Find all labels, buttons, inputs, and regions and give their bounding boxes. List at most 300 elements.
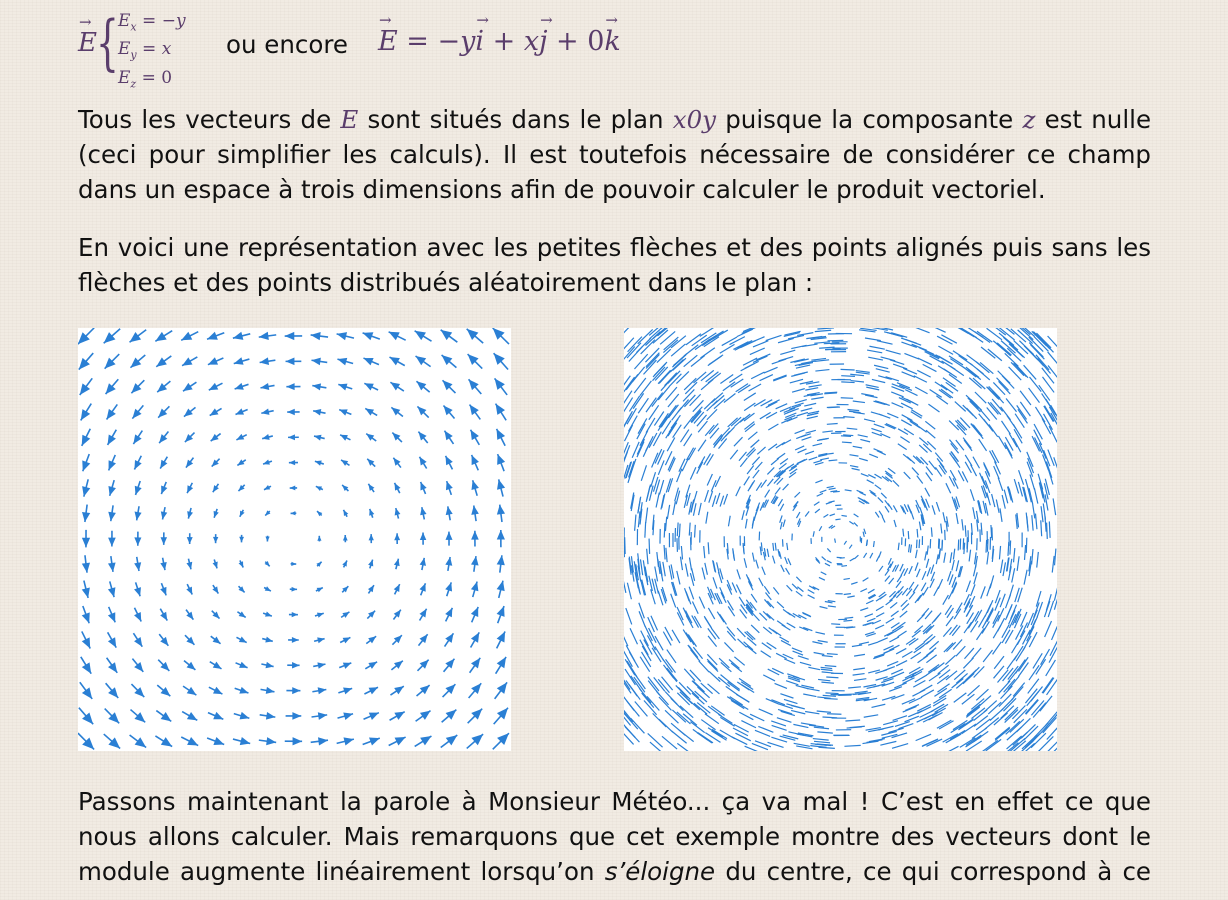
streamline-dash: [921, 583, 926, 591]
streamline-dash: [909, 544, 910, 552]
streamline-dash: [917, 370, 930, 377]
streamline-dash: [797, 587, 803, 592]
streamline-dash: [885, 576, 890, 582]
streamline-dash: [932, 615, 939, 624]
streamline-dash: [886, 600, 893, 605]
streamline-dash: [910, 421, 920, 428]
streamline-dash: [970, 489, 974, 501]
streamline-dash: [763, 675, 775, 681]
streamline-dash: [814, 652, 825, 654]
streamline-dash: [795, 446, 804, 450]
streamline-dash: [640, 559, 642, 575]
field-arrow-head: [161, 737, 172, 746]
streamline-dash: [761, 542, 762, 551]
streamline-dash: [964, 440, 972, 451]
streamline-dash: [1003, 562, 1005, 576]
streamline-dash: [624, 630, 628, 647]
streamline-dash: [879, 566, 883, 572]
streamline-dash: [867, 480, 874, 484]
streamline-dash: [953, 640, 962, 650]
streamline-dash: [817, 328, 834, 329]
streamline-dash: [693, 503, 696, 516]
streamline-dash: [754, 400, 766, 407]
streamline-dash: [820, 458, 829, 460]
streamline-dash: [850, 374, 864, 375]
streamline-dash: [1019, 470, 1024, 485]
streamline-dash: [993, 642, 1002, 655]
paragraph-line: nous allons calculer. Mais remarquons que cet exemple montre des vecteurs dont le: [78, 822, 1151, 851]
streamline-dash: [764, 586, 769, 594]
streamline-dash: [729, 659, 739, 668]
streamline-dash: [776, 653, 786, 658]
streamline-dash: [784, 699, 797, 703]
streamline-dash: [963, 658, 973, 668]
streamline-dash: [909, 566, 912, 574]
streamline-dash: [842, 442, 852, 443]
streamline-dash: [827, 714, 841, 715]
field-arrow-head: [82, 538, 90, 548]
streamline-dash: [705, 490, 709, 502]
streamline-dash: [731, 663, 742, 672]
streamline-dash: [637, 439, 644, 455]
streamline-dash: [643, 442, 650, 457]
streamline-dash: [1053, 498, 1056, 515]
streamline-dash: [744, 403, 755, 411]
streamline-dash: [864, 715, 878, 717]
streamline-dash: [804, 403, 816, 406]
field-arrow-head: [213, 737, 224, 745]
streamline-dash: [780, 504, 784, 511]
streamline-dash: [925, 421, 935, 429]
streamline-dash: [968, 398, 979, 409]
field-arrow-head: [343, 737, 353, 745]
streamline-dash: [813, 531, 814, 537]
streamline-dash: [848, 687, 861, 688]
field-arrow-head: [155, 332, 166, 341]
streamline-dash: [736, 694, 749, 702]
streamline-dash: [747, 465, 754, 474]
field-arrow-head: [369, 509, 374, 516]
streamline-dash: [759, 709, 773, 715]
streamline-dash: [943, 595, 949, 605]
streamline-dash: [1014, 479, 1018, 493]
streamline-dash: [868, 589, 875, 593]
streamline-dash: [821, 572, 827, 575]
streamline-dash: [767, 467, 774, 474]
streamline-dash: [908, 711, 922, 717]
streamline-dash: [712, 495, 715, 506]
streamline-dash: [1025, 479, 1029, 494]
field-arrow-head: [419, 583, 425, 591]
streamline-dash: [805, 712, 819, 714]
streamline-dash: [904, 429, 914, 435]
streamline-dash: [950, 552, 952, 563]
streamline-dash: [762, 643, 772, 650]
streamline-dash: [667, 668, 678, 681]
streamline-dash: [853, 674, 865, 676]
streamline-dash: [790, 379, 803, 383]
streamline-dash: [792, 389, 805, 393]
streamline-dash: [859, 458, 868, 460]
streamline-dash: [662, 677, 673, 690]
streamline-dash: [734, 437, 743, 446]
streamline-dash: [835, 519, 840, 520]
streamline-dash: [950, 359, 964, 368]
streamline-dash: [803, 694, 816, 697]
streamline-dash: [798, 449, 807, 453]
field-arrow-head: [135, 486, 142, 495]
streamline-dash: [751, 625, 759, 633]
field-arrow-head: [134, 587, 141, 596]
streamline-dash: [767, 479, 773, 486]
streamline-dash: [737, 628, 745, 637]
streamline-dash: [814, 741, 830, 742]
streamline-dash: [744, 476, 750, 485]
streamline-dash: [987, 552, 989, 565]
field-arrow-head: [313, 409, 321, 415]
streamline-dash: [684, 355, 698, 366]
streamline-dash: [672, 710, 685, 722]
streamline-dash: [976, 719, 990, 730]
streamline-dash: [624, 328, 633, 338]
streamline-dash: [861, 474, 869, 477]
streamline-dash: [874, 365, 888, 368]
streamline-dash: [637, 424, 645, 439]
component-system: [118, 10, 186, 95]
streamline-dash: [755, 462, 762, 470]
streamline-dash: [894, 520, 896, 527]
field-arrow-head: [497, 555, 505, 565]
streamline-dash: [796, 365, 810, 368]
streamline-dash: [707, 654, 717, 665]
streamline-dash: [986, 540, 987, 553]
field-arrow-head: [497, 682, 507, 693]
streamline-dash: [1027, 516, 1028, 531]
streamline-dash: [710, 428, 719, 439]
streamline-dash: [651, 472, 656, 487]
field-arrow-head: [317, 613, 324, 618]
streamline-dash: [1011, 362, 1024, 375]
streamline-dash: [1006, 398, 1016, 411]
streamline-dash: [823, 514, 828, 517]
streamline-dash: [1024, 570, 1027, 585]
streamline-dash: [981, 586, 986, 598]
streamline-dash: [931, 527, 932, 536]
streamline-dash: [820, 490, 827, 492]
streamline-dash: [873, 541, 874, 547]
field-arrow-head: [286, 383, 294, 390]
streamline-dash: [898, 631, 907, 637]
streamline-dash: [841, 376, 855, 377]
streamline-dash: [818, 679, 830, 680]
streamline-dash: [910, 545, 911, 553]
streamline-dash: [869, 346, 884, 349]
streamline-dash: [664, 523, 665, 537]
streamline-dash: [707, 454, 714, 465]
streamline-dash: [889, 645, 899, 650]
streamline-dash: [927, 546, 928, 555]
field-arrow-head: [263, 460, 270, 465]
streamline-dash: [765, 490, 770, 498]
streamline-dash: [923, 364, 937, 371]
streamline-dash: [647, 696, 659, 710]
streamline-dash: [665, 627, 673, 641]
streamline-dash: [925, 551, 927, 560]
streamline-dash: [692, 602, 698, 614]
streamline-dash: [854, 654, 865, 656]
streamline-dash: [721, 662, 732, 671]
streamline-dash: [821, 682, 834, 683]
streamline-dash: [841, 398, 853, 399]
streamline-dash: [815, 462, 823, 464]
streamline-dash: [827, 486, 834, 487]
streamline-dash: [860, 589, 867, 592]
field-arrow-head: [368, 585, 374, 592]
field-arrow-head: [420, 711, 431, 720]
streamline-dash: [868, 357, 883, 360]
streamline-dash: [743, 543, 744, 553]
field-arrow-head: [317, 662, 325, 668]
streamline-dash: [792, 584, 798, 589]
field-arrow-head: [471, 531, 479, 540]
streamline-dash: [820, 606, 828, 608]
streamline-dash: [787, 543, 788, 550]
streamline-dash: [1045, 479, 1049, 495]
streamline-dash: [677, 571, 680, 585]
streamline-dash: [845, 617, 854, 618]
streamline-dash: [864, 553, 867, 558]
field-arrow-head: [337, 358, 347, 366]
streamline-dash: [741, 721, 756, 728]
streamline-dash: [691, 410, 701, 422]
field-arrow-head: [339, 409, 348, 415]
streamline-dash: [926, 559, 928, 568]
streamline-dash: [760, 546, 761, 555]
streamline-dash: [995, 728, 1010, 740]
streamline-dash: [858, 435, 868, 437]
streamline-dash: [854, 514, 859, 517]
streamline-dash: [1054, 584, 1057, 601]
field-arrow-head: [156, 357, 167, 366]
streamline-dash: [819, 526, 822, 531]
streamline-dash: [825, 666, 837, 667]
field-arrow-head: [239, 662, 247, 668]
streamline-dash: [1006, 594, 1011, 608]
field-arrow-head: [343, 688, 352, 695]
streamline-dash: [926, 430, 935, 438]
field-arrow-head: [444, 431, 452, 441]
field-arrow-head: [287, 409, 295, 415]
streamline-dash: [884, 632, 893, 637]
streamline-dash: [713, 577, 717, 588]
streamline-dash: [721, 592, 726, 603]
streamline-dash: [796, 512, 799, 518]
streamline-dash: [633, 393, 643, 408]
streamline-dash: [1000, 508, 1002, 522]
streamline-dash: [995, 598, 1000, 611]
streamline-dash: [639, 603, 645, 619]
field-arrow-head: [134, 537, 141, 545]
streamline-dash: [994, 466, 1000, 479]
streamline-dash: [930, 579, 934, 588]
streamline-dash: [854, 679, 866, 681]
field-arrow-head: [239, 611, 246, 617]
streamline-dash: [745, 361, 759, 368]
streamline-dash: [1041, 649, 1050, 665]
streamline-dash: [917, 476, 923, 484]
streamline-dash: [988, 349, 1002, 361]
streamline-dash: [1018, 409, 1028, 423]
streamline-dash: [880, 741, 896, 745]
field-arrow-head: [420, 507, 426, 515]
streamline-dash: [766, 412, 777, 418]
streamline-dash: [849, 545, 852, 549]
streamline-dash: [796, 746, 812, 749]
field-arrow-head: [82, 460, 90, 471]
field-arrow-head: [366, 434, 374, 441]
streamline-dash: [887, 631, 896, 636]
streamline-dash: [795, 430, 805, 434]
streamline-dash: [752, 519, 754, 528]
streamline-dash: [624, 695, 634, 711]
streamline-dash: [821, 669, 833, 670]
field-arrow-head: [471, 582, 478, 592]
streamline-dash: [724, 494, 728, 505]
streamline-dash: [917, 614, 924, 622]
streamline-dash: [727, 543, 728, 554]
field-arrow-head: [318, 737, 328, 745]
streamline-dash: [967, 541, 968, 553]
field-arrow-head: [161, 712, 172, 721]
field-arrow-head: [135, 512, 142, 521]
streamline-dash: [993, 625, 1001, 638]
streamline-dash: [659, 480, 663, 494]
streamline-dash: [943, 627, 951, 636]
streamline-dash: [1037, 602, 1043, 618]
field-arrow-head: [108, 486, 116, 496]
streamline-dash: [913, 328, 929, 333]
streamline-dash: [936, 396, 948, 404]
streamline-dash: [787, 623, 796, 628]
field-arrow-head: [343, 535, 348, 541]
streamline-dash: [659, 719, 673, 732]
streamline-dash: [809, 725, 824, 727]
streamline-dash: [1041, 520, 1042, 536]
streamline-dash: [918, 358, 932, 365]
streamline-dash: [827, 548, 830, 552]
streamline-dash: [1055, 549, 1056, 566]
streamline-dash: [780, 522, 782, 529]
streamline-dash: [1035, 514, 1036, 530]
streamline-dash: [720, 374, 733, 383]
streamline-dash: [818, 747, 834, 748]
streamline-dash: [624, 347, 635, 363]
streamline-dash: [847, 596, 854, 597]
field-arrow-head: [265, 537, 269, 542]
streamline-dash: [707, 659, 717, 669]
streamline-dash: [683, 608, 689, 621]
streamline-dash: [658, 460, 664, 474]
streamline-dash: [1018, 482, 1022, 497]
streamline-dash: [913, 585, 918, 593]
streamline-dash: [808, 595, 815, 599]
streamline-dash: [980, 409, 990, 421]
streamline-dash: [777, 621, 785, 627]
streamline-dash: [890, 602, 897, 608]
field-arrow-head: [292, 587, 298, 592]
streamline-dash: [752, 457, 759, 465]
streamline-dash: [1052, 623, 1057, 639]
streamline-dash: [926, 625, 934, 633]
streamline-dash: [1048, 336, 1057, 352]
streamline-dash: [868, 642, 878, 645]
field-arrow-head: [290, 486, 296, 491]
field-arrow-head: [82, 612, 90, 623]
streamline-dash: [1046, 660, 1056, 676]
field-arrow-head: [338, 384, 347, 391]
streamline-dash: [935, 382, 947, 390]
streamline-dash: [870, 553, 873, 558]
field-arrow-head: [293, 737, 303, 745]
field-arrow-head: [108, 538, 116, 547]
streamline-dash: [1010, 541, 1011, 555]
streamline-dash: [1043, 741, 1057, 751]
streamline-dash: [779, 357, 794, 361]
streamline-dash: [880, 434, 890, 438]
field-arrow-head: [292, 712, 301, 720]
streamline-dash: [685, 588, 690, 601]
streamline-dash: [912, 344, 927, 350]
streamline-dash: [720, 496, 724, 507]
streamline-dash: [822, 672, 834, 673]
streamline-dash: [699, 503, 702, 515]
streamline-dash: [638, 497, 641, 513]
streamline-dash: [752, 613, 759, 621]
streamline-dash: [864, 529, 866, 534]
field-arrow-head: [135, 737, 147, 747]
streamline-dash: [699, 597, 704, 609]
streamline-dash: [752, 553, 754, 562]
streamline-dash: [747, 646, 757, 654]
streamline-dash: [911, 652, 921, 659]
streamline-dash: [663, 562, 665, 576]
streamline-dash: [918, 656, 928, 663]
streamline-dash: [971, 584, 975, 596]
streamline-dash: [925, 488, 930, 497]
streamline-dash: [941, 524, 942, 534]
streamline-dash: [947, 608, 954, 618]
streamline-dash: [825, 349, 840, 350]
streamline-dash: [883, 667, 894, 671]
streamline-dash: [882, 516, 885, 522]
streamline-dash: [773, 376, 786, 381]
streamline-dash: [646, 508, 648, 523]
field-arrow-head: [292, 637, 299, 643]
streamline-dash: [1048, 365, 1057, 381]
streamline-dash: [813, 443, 823, 445]
streamline-dash: [626, 608, 632, 624]
streamline-dash: [849, 455, 858, 456]
streamline-dash: [709, 491, 713, 503]
field-arrow-head: [363, 332, 374, 340]
streamline-dash: [957, 420, 967, 430]
streamline-dash: [825, 693, 838, 694]
streamline-dash: [629, 652, 638, 668]
streamline-dash: [624, 411, 632, 427]
streamline-dash: [915, 595, 921, 603]
streamline-dash: [678, 687, 690, 699]
field-arrow-head: [161, 511, 167, 519]
